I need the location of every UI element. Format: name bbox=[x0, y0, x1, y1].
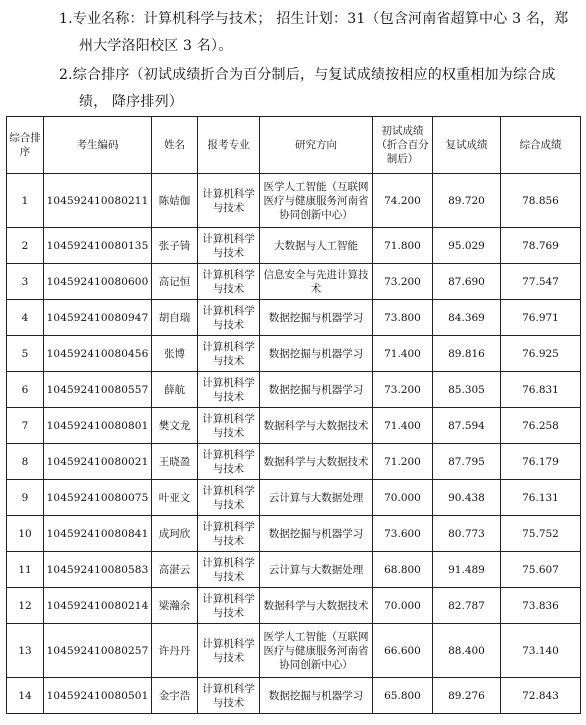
cell-direction: 数据科学与大数据技术 bbox=[260, 408, 373, 444]
cell-direction: 信息安全与先进计算技术 bbox=[260, 264, 373, 300]
cell-name: 胡自瑞 bbox=[152, 300, 198, 336]
header-code: 考生编码 bbox=[44, 117, 152, 174]
cell-direction: 数据挖掘与机器学习 bbox=[260, 300, 373, 336]
table-row bbox=[7, 264, 581, 300]
cell-initial: 71.800 bbox=[373, 228, 433, 264]
table-header-row bbox=[7, 117, 581, 174]
cell-retest: 88.400 bbox=[433, 624, 501, 678]
cell-name: 陈姞伽 bbox=[152, 174, 198, 228]
table-row bbox=[7, 678, 581, 714]
table-body bbox=[7, 174, 581, 714]
cell-code: 104592410080841 bbox=[44, 516, 152, 552]
cell-name: 高记恒 bbox=[152, 264, 198, 300]
cell-code: 104592410080557 bbox=[44, 372, 152, 408]
cell-major: 计算机科学与技术 bbox=[198, 228, 260, 264]
cell-major: 计算机科学与技术 bbox=[198, 300, 260, 336]
cell-rank: 13 bbox=[7, 624, 44, 678]
cell-initial: 73.800 bbox=[373, 300, 433, 336]
cell-major: 计算机科学与技术 bbox=[198, 372, 260, 408]
cell-name: 梁瀚余 bbox=[152, 588, 198, 624]
cell-initial: 68.800 bbox=[373, 552, 433, 588]
cell-retest: 87.594 bbox=[433, 408, 501, 444]
cell-retest: 85.305 bbox=[433, 372, 501, 408]
cell-direction: 数据科学与大数据技术 bbox=[260, 588, 373, 624]
cell-name: 金宇浩 bbox=[152, 678, 198, 714]
cell-retest: 95.029 bbox=[433, 228, 501, 264]
cell-code: 104592410080947 bbox=[44, 300, 152, 336]
cell-major: 计算机科学与技术 bbox=[198, 444, 260, 480]
cell-initial: 71.200 bbox=[373, 444, 433, 480]
cell-rank: 8 bbox=[7, 444, 44, 480]
major-info-line-1: 1.专业名称：计算机科学与技术； 招生计划：31（包含河南省超算中心 3 名，郑 bbox=[59, 11, 569, 27]
cell-name: 许丹丹 bbox=[152, 624, 198, 678]
cell-direction: 医学人工智能（互联网医疗与健康服务河南省协同创新中心） bbox=[260, 174, 373, 228]
cell-name: 成珂欣 bbox=[152, 516, 198, 552]
cell-rank: 5 bbox=[7, 336, 44, 372]
table-row bbox=[7, 624, 581, 678]
cell-rank: 9 bbox=[7, 480, 44, 516]
cell-direction: 数据挖掘与机器学习 bbox=[260, 372, 373, 408]
cell-initial: 65.800 bbox=[373, 678, 433, 714]
cell-initial: 70.000 bbox=[373, 588, 433, 624]
cell-retest: 91.489 bbox=[433, 552, 501, 588]
cell-major: 计算机科学与技术 bbox=[198, 336, 260, 372]
table-row bbox=[7, 228, 581, 264]
cell-major: 计算机科学与技术 bbox=[198, 480, 260, 516]
cell-total: 75.607 bbox=[501, 552, 581, 588]
cell-major: 计算机科学与技术 bbox=[198, 174, 260, 228]
cell-name: 叶亚文 bbox=[152, 480, 198, 516]
table-row bbox=[7, 408, 581, 444]
cell-major: 计算机科学与技术 bbox=[198, 552, 260, 588]
cell-code: 104592410080583 bbox=[44, 552, 152, 588]
ranking-rule-line-1: 2.综合排序（初试成绩折合为百分制后，与复试成绩按相应的权重相加为综合成 bbox=[59, 67, 556, 83]
cell-code: 104592410080456 bbox=[44, 336, 152, 372]
cell-rank: 10 bbox=[7, 516, 44, 552]
cell-rank: 6 bbox=[7, 372, 44, 408]
cell-total: 76.179 bbox=[501, 444, 581, 480]
cell-direction: 云计算与大数据处理 bbox=[260, 552, 373, 588]
cell-code: 104592410080501 bbox=[44, 678, 152, 714]
cell-major: 计算机科学与技术 bbox=[198, 516, 260, 552]
header-retest: 复试成绩 bbox=[433, 117, 501, 174]
cell-code: 104592410080214 bbox=[44, 588, 152, 624]
cell-total: 78.856 bbox=[501, 174, 581, 228]
cell-total: 73.836 bbox=[501, 588, 581, 624]
cell-name: 张博 bbox=[152, 336, 198, 372]
cell-retest: 84.369 bbox=[433, 300, 501, 336]
cell-total: 76.831 bbox=[501, 372, 581, 408]
cell-name: 高湛云 bbox=[152, 552, 198, 588]
cell-name: 樊文龙 bbox=[152, 408, 198, 444]
cell-total: 75.752 bbox=[501, 516, 581, 552]
cell-code: 104592410080257 bbox=[44, 624, 152, 678]
cell-major: 计算机科学与技术 bbox=[198, 588, 260, 624]
table-row bbox=[7, 336, 581, 372]
cell-rank: 4 bbox=[7, 300, 44, 336]
table-row bbox=[7, 444, 581, 480]
cell-code: 104592410080211 bbox=[44, 174, 152, 228]
cell-rank: 3 bbox=[7, 264, 44, 300]
cell-retest: 87.690 bbox=[433, 264, 501, 300]
cell-major: 计算机科学与技术 bbox=[198, 408, 260, 444]
cell-initial: 73.200 bbox=[373, 372, 433, 408]
cell-major: 计算机科学与技术 bbox=[198, 624, 260, 678]
cell-initial: 70.000 bbox=[373, 480, 433, 516]
cell-initial: 74.200 bbox=[373, 174, 433, 228]
cell-retest: 80.773 bbox=[433, 516, 501, 552]
cell-total: 72.843 bbox=[501, 678, 581, 714]
cell-rank: 7 bbox=[7, 408, 44, 444]
major-info-line-2: 州大学洛阳校区 3 名）。 bbox=[79, 38, 233, 54]
cell-total: 76.925 bbox=[501, 336, 581, 372]
cell-rank: 2 bbox=[7, 228, 44, 264]
table-row bbox=[7, 300, 581, 336]
cell-major: 计算机科学与技术 bbox=[198, 264, 260, 300]
header-total: 综合成绩 bbox=[501, 117, 581, 174]
cell-name: 王晓盈 bbox=[152, 444, 198, 480]
cell-code: 104592410080075 bbox=[44, 480, 152, 516]
cell-major: 计算机科学与技术 bbox=[198, 678, 260, 714]
cell-initial: 71.400 bbox=[373, 336, 433, 372]
cell-total: 76.971 bbox=[501, 300, 581, 336]
cell-rank: 14 bbox=[7, 678, 44, 714]
cell-total: 77.547 bbox=[501, 264, 581, 300]
cell-retest: 89.816 bbox=[433, 336, 501, 372]
cell-code: 104592410080801 bbox=[44, 408, 152, 444]
cell-retest: 90.438 bbox=[433, 480, 501, 516]
cell-initial: 71.400 bbox=[373, 408, 433, 444]
table-row bbox=[7, 552, 581, 588]
table-row bbox=[7, 372, 581, 408]
cell-retest: 82.787 bbox=[433, 588, 501, 624]
cell-direction: 数据挖掘与机器学习 bbox=[260, 678, 373, 714]
header-direction: 研究方向 bbox=[260, 117, 373, 174]
cell-code: 104592410080021 bbox=[44, 444, 152, 480]
header-initial: 初试成绩（折合百分制后） bbox=[373, 117, 433, 174]
cell-total: 76.258 bbox=[501, 408, 581, 444]
table-row bbox=[7, 174, 581, 228]
ranking-rule-line-2: 绩， 降序排列） bbox=[79, 94, 184, 110]
cell-total: 76.131 bbox=[501, 480, 581, 516]
cell-direction: 数据挖掘与机器学习 bbox=[260, 516, 373, 552]
cell-retest: 89.720 bbox=[433, 174, 501, 228]
cell-initial: 73.200 bbox=[373, 264, 433, 300]
cell-direction: 云计算与大数据处理 bbox=[260, 480, 373, 516]
cell-retest: 89.276 bbox=[433, 678, 501, 714]
cell-rank: 1 bbox=[7, 174, 44, 228]
cell-code: 104592410080600 bbox=[44, 264, 152, 300]
header-rank: 综合排序 bbox=[7, 117, 44, 174]
cell-name: 薛航 bbox=[152, 372, 198, 408]
header-major: 报考专业 bbox=[198, 117, 260, 174]
cell-direction: 数据科学与大数据技术 bbox=[260, 444, 373, 480]
score-table bbox=[6, 116, 581, 714]
cell-rank: 12 bbox=[7, 588, 44, 624]
cell-retest: 87.795 bbox=[433, 444, 501, 480]
cell-direction: 医学人工智能（互联网医疗与健康服务河南省协同创新中心） bbox=[260, 624, 373, 678]
cell-total: 73.140 bbox=[501, 624, 581, 678]
cell-direction: 数据挖掘与机器学习 bbox=[260, 336, 373, 372]
cell-direction: 大数据与人工智能 bbox=[260, 228, 373, 264]
cell-name: 张子锜 bbox=[152, 228, 198, 264]
table-row bbox=[7, 516, 581, 552]
cell-total: 78.769 bbox=[501, 228, 581, 264]
header-name: 姓名 bbox=[152, 117, 198, 174]
table-row bbox=[7, 588, 581, 624]
table-row bbox=[7, 480, 581, 516]
cell-code: 104592410080135 bbox=[44, 228, 152, 264]
cell-initial: 66.600 bbox=[373, 624, 433, 678]
cell-rank: 11 bbox=[7, 552, 44, 588]
cell-initial: 73.600 bbox=[373, 516, 433, 552]
